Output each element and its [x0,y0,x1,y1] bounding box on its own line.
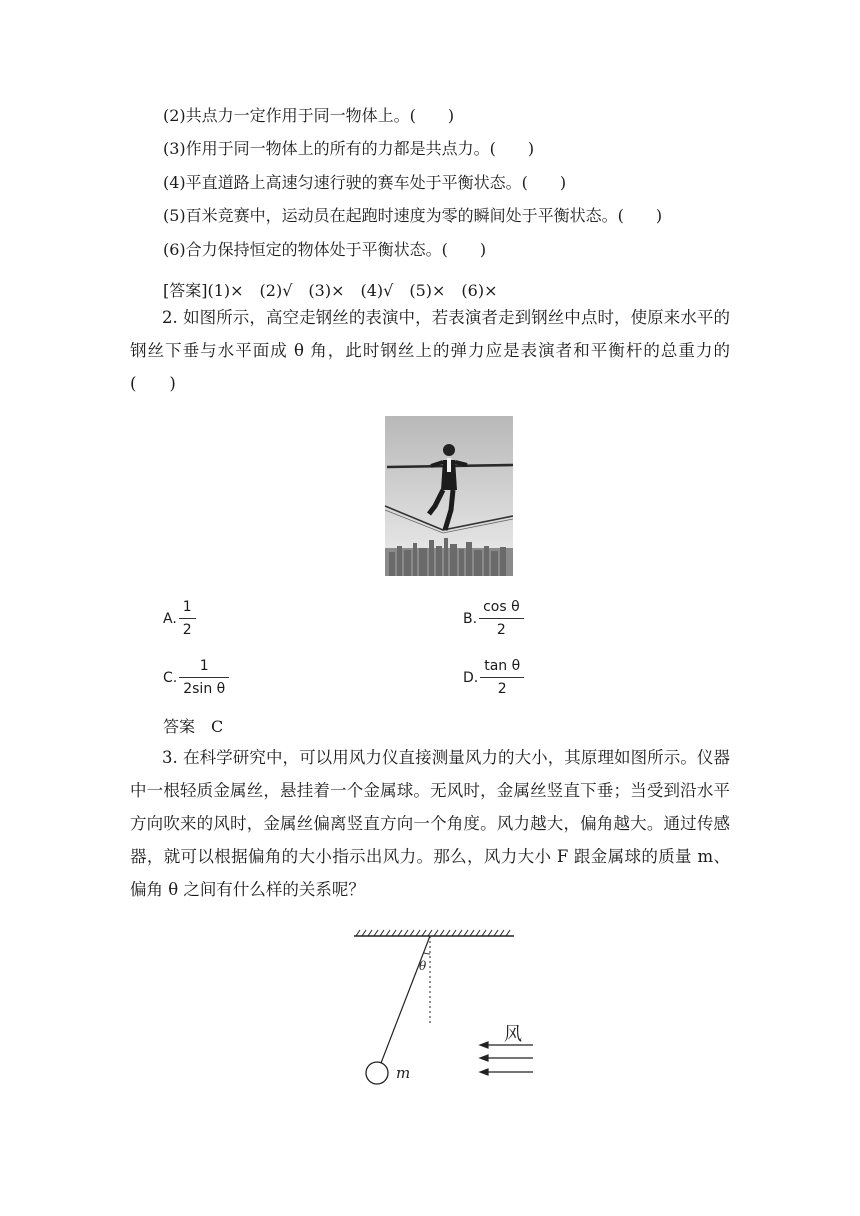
option-a-denominator: 2 [182,622,192,638]
option-b-denominator: 2 [496,622,506,638]
option-d-fraction [480,657,524,698]
option-c[interactable] [163,657,229,698]
mass-label: m [396,1064,411,1082]
option-b[interactable] [463,598,524,639]
tightrope-walker-photo [373,410,521,582]
statement-4: (4)平直道路上高速匀速行驶的赛车处于平衡状态。( ) [163,173,567,192]
option-a-numerator: 1 [179,598,196,619]
option-d-denominator: 2 [497,681,507,697]
option-c-numerator: 1 [179,657,229,678]
option-c-denominator: 2sin θ [183,681,226,697]
question-2-answer: 答案 C [163,717,224,736]
answer-line-1: [答案](1)× (2)√ (3)× (4)√ (5)× (6)× [163,281,498,300]
option-b-numerator: cos θ [479,598,524,619]
question-3-text: 3. 在科学研究中，可以用风力仪直接测量风力的大小，其原理如图所示。仪器中一根轻质金属丝，悬挂着一个金属球。无风时，金属丝竖直下垂；当受到沿水平方向吹来的风时，金属丝偏离竖直方向一个角度。风力越大，偏角越大。通过传感器，就可以根据偏角的大小指示出风力。那么，风力大小 F 跟金属球的质量 m、偏角 θ 之间有什么样的关系呢？ [130,748,730,899]
statement-3: (3)作用于同一物体上的所有的力都是共点力。( ) [163,139,535,158]
option-d-letter: D. [463,669,479,686]
option-a[interactable] [163,598,196,639]
statement-2: (2)共点力一定作用于同一物体上。( ) [163,106,455,125]
statement-6: (6)合力保持恒定的物体处于平衡状态。( ) [163,240,487,259]
wind-gauge-diagram [340,912,555,1104]
angle-label: θ [419,959,427,973]
option-b-letter: B. [463,610,478,627]
question-2-text: 2. 如图所示，高空走钢丝的表演中，若表演者走到钢丝中点时，使原来水平的钢丝下垂与水平面成 θ 角，此时钢丝上的弹力应是表演者和平衡杆的总重力的( ) [130,308,730,393]
wind-label: 风 [504,1024,522,1045]
option-d-numerator: tan θ [480,657,524,678]
option-a-letter: A. [163,610,177,627]
option-c-fraction [179,657,229,698]
option-d[interactable] [463,657,524,698]
statement-5: (5)百米竞赛中，运动员在起跑时速度为零的瞬间处于平衡状态。( ) [163,206,663,225]
option-a-fraction [179,598,196,639]
option-b-fraction [479,598,524,639]
option-c-letter: C. [163,669,178,686]
